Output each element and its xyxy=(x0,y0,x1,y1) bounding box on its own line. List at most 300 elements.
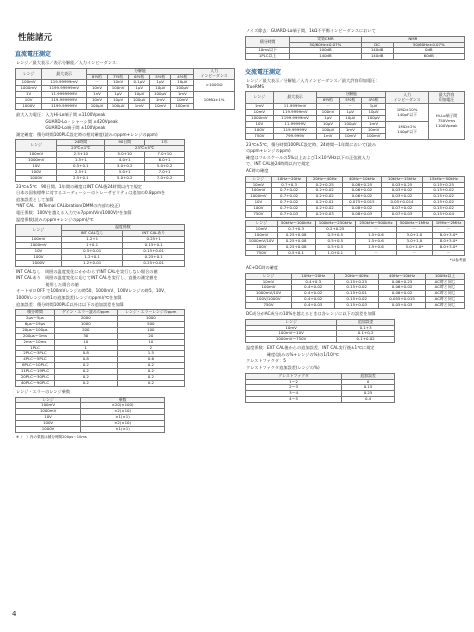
table-cell: 0.06+0.02 xyxy=(378,291,425,297)
text-line: 使用した場合の値 xyxy=(16,281,79,287)
table-cell: 10μV xyxy=(361,110,385,116)
table-cell: 1199.9999mV xyxy=(273,116,317,122)
table-cell: 10nV xyxy=(86,86,107,92)
table-cell: 0.2+0.02 xyxy=(307,188,343,194)
table-cell: 100mV xyxy=(16,237,62,243)
table-header-cell: 4½桁 xyxy=(361,98,385,104)
th-24h: 24時間 xyxy=(57,140,105,146)
table-cell: 0.03+0.02 xyxy=(381,188,423,194)
th-c2: DC xyxy=(361,42,393,48)
dcv-range-table xyxy=(15,68,235,110)
text-line: 最大入力電圧：入力Hi-Lo端子間 ±1100Vpeak xyxy=(16,111,106,117)
table-cell: 1.5+1 xyxy=(57,158,105,164)
th-c1: 50/60Hz±0.07% xyxy=(290,42,361,48)
table-cell: 100V xyxy=(16,421,81,427)
table-cell: 119.999999V xyxy=(42,98,87,104)
text-line: GUARD-Lo端子間 ±100Vpeak xyxy=(16,125,106,131)
table-cell: － xyxy=(396,226,432,232)
table-cell: ×20(×100) xyxy=(81,403,165,409)
table-cell: 0.075+0.015 xyxy=(343,200,382,206)
ac-accuracy-table-2 xyxy=(245,220,465,256)
table-row xyxy=(16,175,185,181)
table-cell: 0.07+0.03 xyxy=(381,212,423,218)
table-cell: 10μV xyxy=(171,80,194,86)
table-cell: 1.0+0.1 xyxy=(315,250,356,256)
table-cell: AC時と同じ xyxy=(426,297,465,303)
table-cell: 0.8 xyxy=(54,351,117,357)
impedance-cell: 10MΩ±1% xyxy=(194,92,235,110)
table-cell: 30 xyxy=(54,333,117,339)
text-line: オートゼロOFF で100mVレンジの時50、1000mV、100Vレンジの時5、10V、 xyxy=(16,288,169,294)
th-mult: 乗数 xyxy=(81,397,165,403)
acv-heading: 交流電圧測定 xyxy=(245,69,282,77)
table-cell: － xyxy=(339,104,361,110)
table-cell: 0.25+0.01 xyxy=(123,260,185,266)
table-cell: 0.1+0.2 xyxy=(337,331,395,337)
table-header-cell: レンジ xyxy=(246,319,337,325)
table-cell: 0.8 xyxy=(54,357,117,363)
multiplier-label: レンジ・エラーのレンジ乗数 xyxy=(16,388,71,394)
table-cell: 2000 xyxy=(54,316,117,322)
table-cell: 0.5+0.5 xyxy=(315,238,356,244)
table-cell: 0.2 xyxy=(54,381,117,387)
table-cell: 500 xyxy=(117,321,184,327)
table-cell: 0.15+0.02 xyxy=(423,194,465,200)
table-cell: 2.5+1 xyxy=(57,169,105,175)
table-cell: 0.2 xyxy=(54,375,117,381)
text-line: クレストファクタ追加誤差(レンジの%) xyxy=(246,365,320,371)
table-cell: 10mV xyxy=(150,104,171,110)
table-header-cell: 40Hz～10kHz xyxy=(378,273,425,279)
table-cell: 0.06+0.25 xyxy=(378,279,425,285)
table-cell: 1.2+1 xyxy=(61,237,123,243)
table-cell: － xyxy=(433,226,465,232)
table-cell: 0.2 xyxy=(117,363,184,369)
table-cell: 4.0+1 xyxy=(105,158,145,164)
table-cell: 10V xyxy=(16,163,57,169)
table-cell: 0.5+0.5 xyxy=(315,232,356,238)
table-cell: 1000mV～750V xyxy=(246,337,337,343)
left-column xyxy=(12,0,236,442)
table-cell: 750V xyxy=(246,212,272,218)
noise-table xyxy=(245,36,465,61)
dcv-notes xyxy=(12,184,236,223)
table-cell: 1μV xyxy=(108,92,129,98)
th-sub1: 23℃±1℃ xyxy=(57,146,105,152)
table-cell: 0.2+0.03 xyxy=(307,212,343,218)
table-cell: 100 xyxy=(117,327,184,333)
table-cell: 1.2+0.1 xyxy=(61,254,123,260)
table-cell: 0.055+0.015 xyxy=(378,297,425,303)
table-row xyxy=(246,303,465,309)
text-line: 23℃±5℃ 90日間、1年間の確度はINT CAL後24時間以内で規定 xyxy=(16,183,142,189)
table-cell: 8.0+3.0* xyxy=(433,244,465,250)
table-cell: 0.25 xyxy=(342,391,395,397)
page-title: 性能諸元 xyxy=(18,33,53,43)
impedance-cell: >100GΩ xyxy=(194,80,235,92)
th-integ: 積分時間 xyxy=(246,36,290,48)
th-nocal: INT CALなし xyxy=(61,231,123,237)
table-cell: 0.2 xyxy=(117,381,184,387)
table-cell: 1mV xyxy=(246,104,274,110)
table-cell: 0.15+0.25 xyxy=(423,182,465,188)
table-header-cell: 100kHz～250kHz xyxy=(315,220,356,226)
table-cell: 750V xyxy=(246,250,278,256)
page-number: 4 xyxy=(12,610,17,618)
table-cell: 0.07+0.02 xyxy=(381,206,423,212)
table-cell: 0.4+0.02 xyxy=(292,291,335,297)
table-header-cell: 40Hz～10kHz xyxy=(343,176,382,182)
text-line: で、INT CAL後24時間以内で規定 xyxy=(246,161,310,167)
text-line: 電圧係数：100Vを越える入力で±7ppm(Vin/1000V)²を加算 xyxy=(16,210,132,216)
table-cell: 100μV xyxy=(108,104,129,110)
table-header-cell: 500kHz～1MHz xyxy=(396,220,432,226)
table-cell: 0.7+0.3 xyxy=(277,226,315,232)
table-cell: － xyxy=(317,104,339,110)
table-header-cell: クレストファクタ xyxy=(246,373,342,379)
table-cell: 0.15+0.04 xyxy=(423,212,465,218)
text-line: 測定確度：積分時間100PLC設定時の相対確度(読みのppm+レンジのppm) xyxy=(16,131,158,137)
acv-text xyxy=(242,142,466,167)
table-row xyxy=(16,381,185,387)
th-max: 最大表示 xyxy=(42,68,87,80)
multiplier-footnote: ※（ ）内の乗数は積分時間200μs～10ms xyxy=(16,434,87,439)
table-cell: 1.5 xyxy=(117,351,184,357)
table-cell: 0.05+0.03 xyxy=(378,303,425,309)
th-c3: 50/60Hz±0.07% xyxy=(393,42,464,48)
table-cell: 100mV xyxy=(246,232,278,238)
table-cell: 2.5+10 xyxy=(57,152,105,158)
table-cell: 0.2 xyxy=(117,369,184,375)
table-cell: 1199.99999mV xyxy=(42,86,87,92)
dcv-input-text xyxy=(12,112,236,137)
table-cell: 2μs～5μs xyxy=(16,316,55,322)
table-cell: 40PLC～90PLC xyxy=(16,381,55,387)
table-cell: 0.7+0.02 xyxy=(271,200,307,206)
text-line: 日本の国家標準に対するエーディーシーのトレーサビリティは追加の0.8ppmを xyxy=(16,190,166,196)
table-cell: 0.2+0.25 xyxy=(307,182,343,188)
table-cell: 1+0.1 xyxy=(61,242,123,248)
th-temp: 温度係数 xyxy=(61,225,184,231)
acdc-table xyxy=(245,273,465,309)
table-cell: 1000 xyxy=(117,316,184,322)
table-cell: 5.0+0.2 xyxy=(105,175,145,181)
table-cell: 10V xyxy=(246,121,274,127)
table-header-cell: 追加誤差 xyxy=(342,373,395,379)
table-cell: 100μV xyxy=(129,98,150,104)
table-cell: 0.2 xyxy=(117,375,184,381)
table-cell: 4PLC～5PLC xyxy=(16,357,55,363)
table-cell: 0.4+0.02 xyxy=(292,297,335,303)
table-cell: 10V xyxy=(16,98,42,104)
table-cell: 1000V xyxy=(16,260,62,266)
table-cell: － xyxy=(433,250,465,256)
table-cell: 11.9999mV xyxy=(273,104,317,110)
max-voltage-cell: Hi-Lo端子間 750Vrms 1100Vpeak xyxy=(429,104,465,139)
table-row xyxy=(246,54,465,60)
table-cell: ×2(×10) xyxy=(81,421,165,427)
table-cell: 1199.99999V xyxy=(42,104,87,110)
table-header-cell: 1MHz～2MHz xyxy=(433,220,465,226)
table-cell: 7.0+0.2 xyxy=(145,175,185,181)
table-cell: 0.4+0.3 xyxy=(292,279,335,285)
th-cal: INT CALあり xyxy=(123,231,185,237)
table-cell: 0.15+0.1 xyxy=(123,242,185,248)
table-cell: 100V/1000V xyxy=(246,297,292,303)
th-1y: 1年 xyxy=(145,140,185,146)
text-line: 温度係数(読みのppm+レンジのppm)/℃ xyxy=(16,216,94,222)
table-cell: AC時と同じ xyxy=(426,279,465,285)
text-line: クレストファクタ：5 xyxy=(246,358,286,364)
table-header-cell: 5½桁 xyxy=(150,74,171,80)
table-cell: ×2(×10) xyxy=(81,409,165,415)
table-header-cell: レンジ xyxy=(246,273,292,279)
table-cell: 100V xyxy=(16,169,57,175)
table-cell: 5.0+10 xyxy=(105,152,145,158)
table-cell: 100mV xyxy=(16,80,42,86)
table-cell: 10μV xyxy=(339,116,361,122)
table-cell: 10V xyxy=(16,248,62,254)
table-header-cell: 20Hz～40Hz xyxy=(307,176,343,182)
table-cell: 0 xyxy=(342,379,395,385)
table-cell: 119.99999V xyxy=(273,127,317,133)
table-cell: 100V xyxy=(16,254,62,260)
table-cell: 100nV xyxy=(317,110,339,116)
table-cell: 100mV xyxy=(246,188,272,194)
table-cell: 0.2+0.01 xyxy=(307,200,343,206)
th-range: レンジ xyxy=(16,68,42,80)
table-row xyxy=(16,427,165,433)
table-cell: 100mV xyxy=(361,133,385,139)
table-cell: 1000mV xyxy=(16,86,42,92)
table-cell: 0.4 xyxy=(342,397,395,403)
table-cell: 0.15+0.01 xyxy=(123,248,185,254)
table-cell: － xyxy=(396,250,432,256)
table-cell: 100mV～10V xyxy=(246,331,337,337)
table-cell: 0.5+0.1 xyxy=(57,163,105,169)
table-cell: 0.08+0.02 xyxy=(343,206,382,212)
table-cell: 10mV xyxy=(246,226,278,232)
table-cell: 10mV xyxy=(361,127,385,133)
table-cell: 11PLC～19PLC xyxy=(16,369,55,375)
table-header-cell: 5½桁 xyxy=(339,98,361,104)
table-cell: 5.0+1.0* xyxy=(396,244,432,250)
table-cell: 100nV xyxy=(108,86,129,92)
table-cell: 20 xyxy=(117,333,184,339)
th-range: レンジ xyxy=(246,92,274,104)
impedance-cell: 1MΩ±2% 140pF以下 xyxy=(386,121,429,139)
table-cell: 1000mV xyxy=(246,116,274,122)
table-cell: 140dB xyxy=(290,54,361,60)
table-cell: 0.7+0.3 xyxy=(271,182,307,188)
text-line: 温度係数：EXT CAL後からの追加誤差、INT CAL実行後±1℃に規定 xyxy=(246,345,375,351)
acv-range-table xyxy=(245,91,465,139)
th-volt: 最大許容 印加電圧 xyxy=(429,92,465,104)
table-cell: 10mV xyxy=(246,279,292,285)
table-cell: 0.25+1 xyxy=(123,237,185,243)
table-cell: 10nV xyxy=(108,80,129,86)
th-max: 最大表示 xyxy=(273,92,317,104)
table-cell: 0.15+0.02 xyxy=(335,297,378,303)
table-cell: 0.15+0.02 xyxy=(423,206,465,212)
th-cmr: 実効CMR xyxy=(290,36,361,42)
table-cell: 0.06+0.02 xyxy=(343,188,382,194)
temp-coef-table xyxy=(15,224,185,266)
th-nmr: NMR xyxy=(361,36,464,42)
text-line: INT CALなし 周囲の温度変化にかかわらずINT CALを実行しない場合の値 xyxy=(16,268,158,274)
table-cell: 0.4+0.03 xyxy=(292,303,335,309)
table-cell: 7.0+10 xyxy=(145,152,185,158)
table-header-cell: 100Hz以上 xyxy=(426,273,465,279)
table-cell: 6μs～19μs xyxy=(16,321,55,327)
table-cell: 2PLC～3PLC xyxy=(16,351,55,357)
table-cell: 200μs～1ms xyxy=(16,333,55,339)
integration-table xyxy=(15,309,185,387)
table-cell: 10V xyxy=(246,200,272,206)
table-cell: 0.25+0.08 xyxy=(277,244,315,250)
table-cell: 1mV xyxy=(171,92,194,98)
table-cell: 2～3 xyxy=(246,385,342,391)
table-cell: 10μV xyxy=(108,98,129,104)
table-cell: 8.0+3.0* xyxy=(433,232,465,238)
table-cell: － xyxy=(356,250,397,256)
table-cell: 2.5+0.1 xyxy=(57,175,105,181)
table-cell: 7.0+1 xyxy=(145,169,185,175)
table-header-cell: 8½桁 xyxy=(86,74,107,80)
table-cell: 0.2+0.02 xyxy=(307,194,343,200)
dcv-heading: 直流電圧測定 xyxy=(15,51,52,58)
th-range-err: レンジ・エラーレンジのppm xyxy=(117,310,184,316)
table-cell: 140dB xyxy=(361,54,393,60)
table-cell: 1000mV/10V xyxy=(246,238,278,244)
table-cell: 0.15+0.02 xyxy=(423,188,465,194)
cal-notes xyxy=(12,269,236,308)
table-cell: 0.15+0.03 xyxy=(335,303,378,309)
table-cell: 1000V xyxy=(16,175,57,181)
temp-text xyxy=(242,345,466,370)
table-cell: 0.25+0.08 xyxy=(277,232,315,238)
table-cell: 10μV xyxy=(317,121,339,127)
table-header-cell: レンジ xyxy=(246,176,272,182)
text-line: GUARD-Lo・シャーシ間 ±420Vpeak xyxy=(16,118,118,124)
table-cell: 1μV xyxy=(150,80,171,86)
th-gain: ゲイン・エラー読みのppm xyxy=(54,310,117,316)
table-header-cell: 7½桁 xyxy=(108,74,129,80)
table-cell: 0.1μV xyxy=(129,80,150,86)
right-column xyxy=(242,27,466,405)
table-header-cell: 10kHz～15kHz xyxy=(381,176,423,182)
dcv-accuracy-table xyxy=(15,139,185,181)
table-cell: 100mV xyxy=(246,285,292,291)
table-cell: 0.2+0.25 xyxy=(315,226,356,232)
multiplier-table xyxy=(15,397,165,433)
table-cell: 119.99999mV xyxy=(42,80,87,86)
table-cell: 1000V xyxy=(16,104,42,110)
table-cell: 1000 xyxy=(54,321,117,327)
table-cell: 1V xyxy=(16,92,42,98)
impedance-cell: 1MΩ±10% 140pF以下 xyxy=(386,104,429,122)
table-header-cell: 10Hz～20Hz xyxy=(271,176,307,182)
table-cell: 0.06+0.02 xyxy=(343,194,382,200)
table-cell: 0.15+0.01 xyxy=(335,291,378,297)
table-cell: 0.2 xyxy=(54,369,117,375)
table-cell: 1μV xyxy=(317,116,339,122)
table-cell: 10V xyxy=(16,415,81,421)
table-cell: 0.7+0.02 xyxy=(271,206,307,212)
text-line: INT CALあり 周囲の温度変化に応じてINT CALを実行し、直後の測定値を xyxy=(16,275,158,281)
table-cell: 10mV xyxy=(246,325,337,331)
table-cell: 20μs～100μs xyxy=(16,327,55,333)
dcv-subtitle: レンジ／最大表示／表示分解能／入力インピーダンス： xyxy=(16,60,121,65)
table-cell: 140dB xyxy=(361,48,393,54)
table-cell: 11.99999V xyxy=(273,121,317,127)
table-cell: 0dB xyxy=(393,48,464,54)
th-res: 分解能 xyxy=(86,68,193,74)
table-header-cell: 250kHz～500kHz xyxy=(356,220,397,226)
table-cell: 0.15+0.25 xyxy=(335,279,378,285)
table-row xyxy=(246,397,395,403)
table-row xyxy=(246,337,395,343)
table-cell: 100μV xyxy=(317,127,339,133)
table-cell: 1mV xyxy=(317,133,339,139)
table-cell: 200 xyxy=(54,327,117,333)
table-cell: 1nV xyxy=(86,92,107,98)
table-cell: 6PLC～10PLC xyxy=(16,363,55,369)
table-cell: 0.5+0.01 xyxy=(61,248,123,254)
table-cell: 1.5+0.6 xyxy=(356,232,397,238)
th-integ: 積分時間 xyxy=(16,310,55,316)
table-cell: 1 xyxy=(54,345,117,351)
table-header-cell: 20Hz～40Hz xyxy=(335,273,378,279)
table-cell: 0.15 xyxy=(342,385,395,391)
table-cell: 1μV xyxy=(129,86,150,92)
table-cell: AC時と同じ xyxy=(426,285,465,291)
table-cell: 10 xyxy=(117,339,184,345)
table-cell: 1000mV xyxy=(246,194,272,200)
th-sub2: 23℃±5℃ xyxy=(105,146,185,152)
text-line: 23℃±5℃、積分時間100PLC設定時、24時間～1年間において(読み xyxy=(246,141,377,147)
text-line: 1000Vレンジの時1の追加誤差(レンジのppm)/℃を加算 xyxy=(16,294,122,300)
table-cell: 1mV xyxy=(129,104,150,110)
text-line: のppm+レンジのppm) xyxy=(246,148,291,154)
table-cell: 0.06+0.02 xyxy=(378,285,425,291)
table-cell: 100μV xyxy=(86,104,107,110)
table-cell: 0.6 xyxy=(117,357,184,363)
table-cell: 0.25+0.1 xyxy=(123,254,185,260)
table-cell: 119.9999mV xyxy=(273,110,317,116)
table-cell: 3.0+1.0 xyxy=(396,238,432,244)
table-cell: － xyxy=(356,226,397,232)
table-cell: 0.1+3 xyxy=(337,325,395,331)
th-90d: 90日間 xyxy=(105,140,145,146)
table-header-cell: 6½桁 xyxy=(317,98,339,104)
table-cell: 0.1+0.02 xyxy=(337,337,395,343)
th-imp: 入力 インピーダンス xyxy=(386,92,429,104)
ac-accuracy-label: AC時の確度 xyxy=(246,168,269,174)
table-cell: 100dB xyxy=(290,48,361,54)
table-cell: 10 xyxy=(54,339,117,345)
table-cell: 0.5+0.5 xyxy=(315,244,356,250)
table-cell: 1000mV xyxy=(16,242,62,248)
table-cell: 1mV xyxy=(339,127,361,133)
acdc-label: AC+DC時の確度 xyxy=(246,265,279,270)
table-cell: 750V xyxy=(246,133,274,139)
table-header-cell: 10Hz～20Hz xyxy=(292,273,335,279)
table-cell: 0.7+0.02 xyxy=(271,194,307,200)
table-header-cell: 4½桁 xyxy=(171,74,194,80)
table-cell: 2 xyxy=(117,345,184,351)
table-cell: 5.0+0.2 xyxy=(145,163,185,169)
